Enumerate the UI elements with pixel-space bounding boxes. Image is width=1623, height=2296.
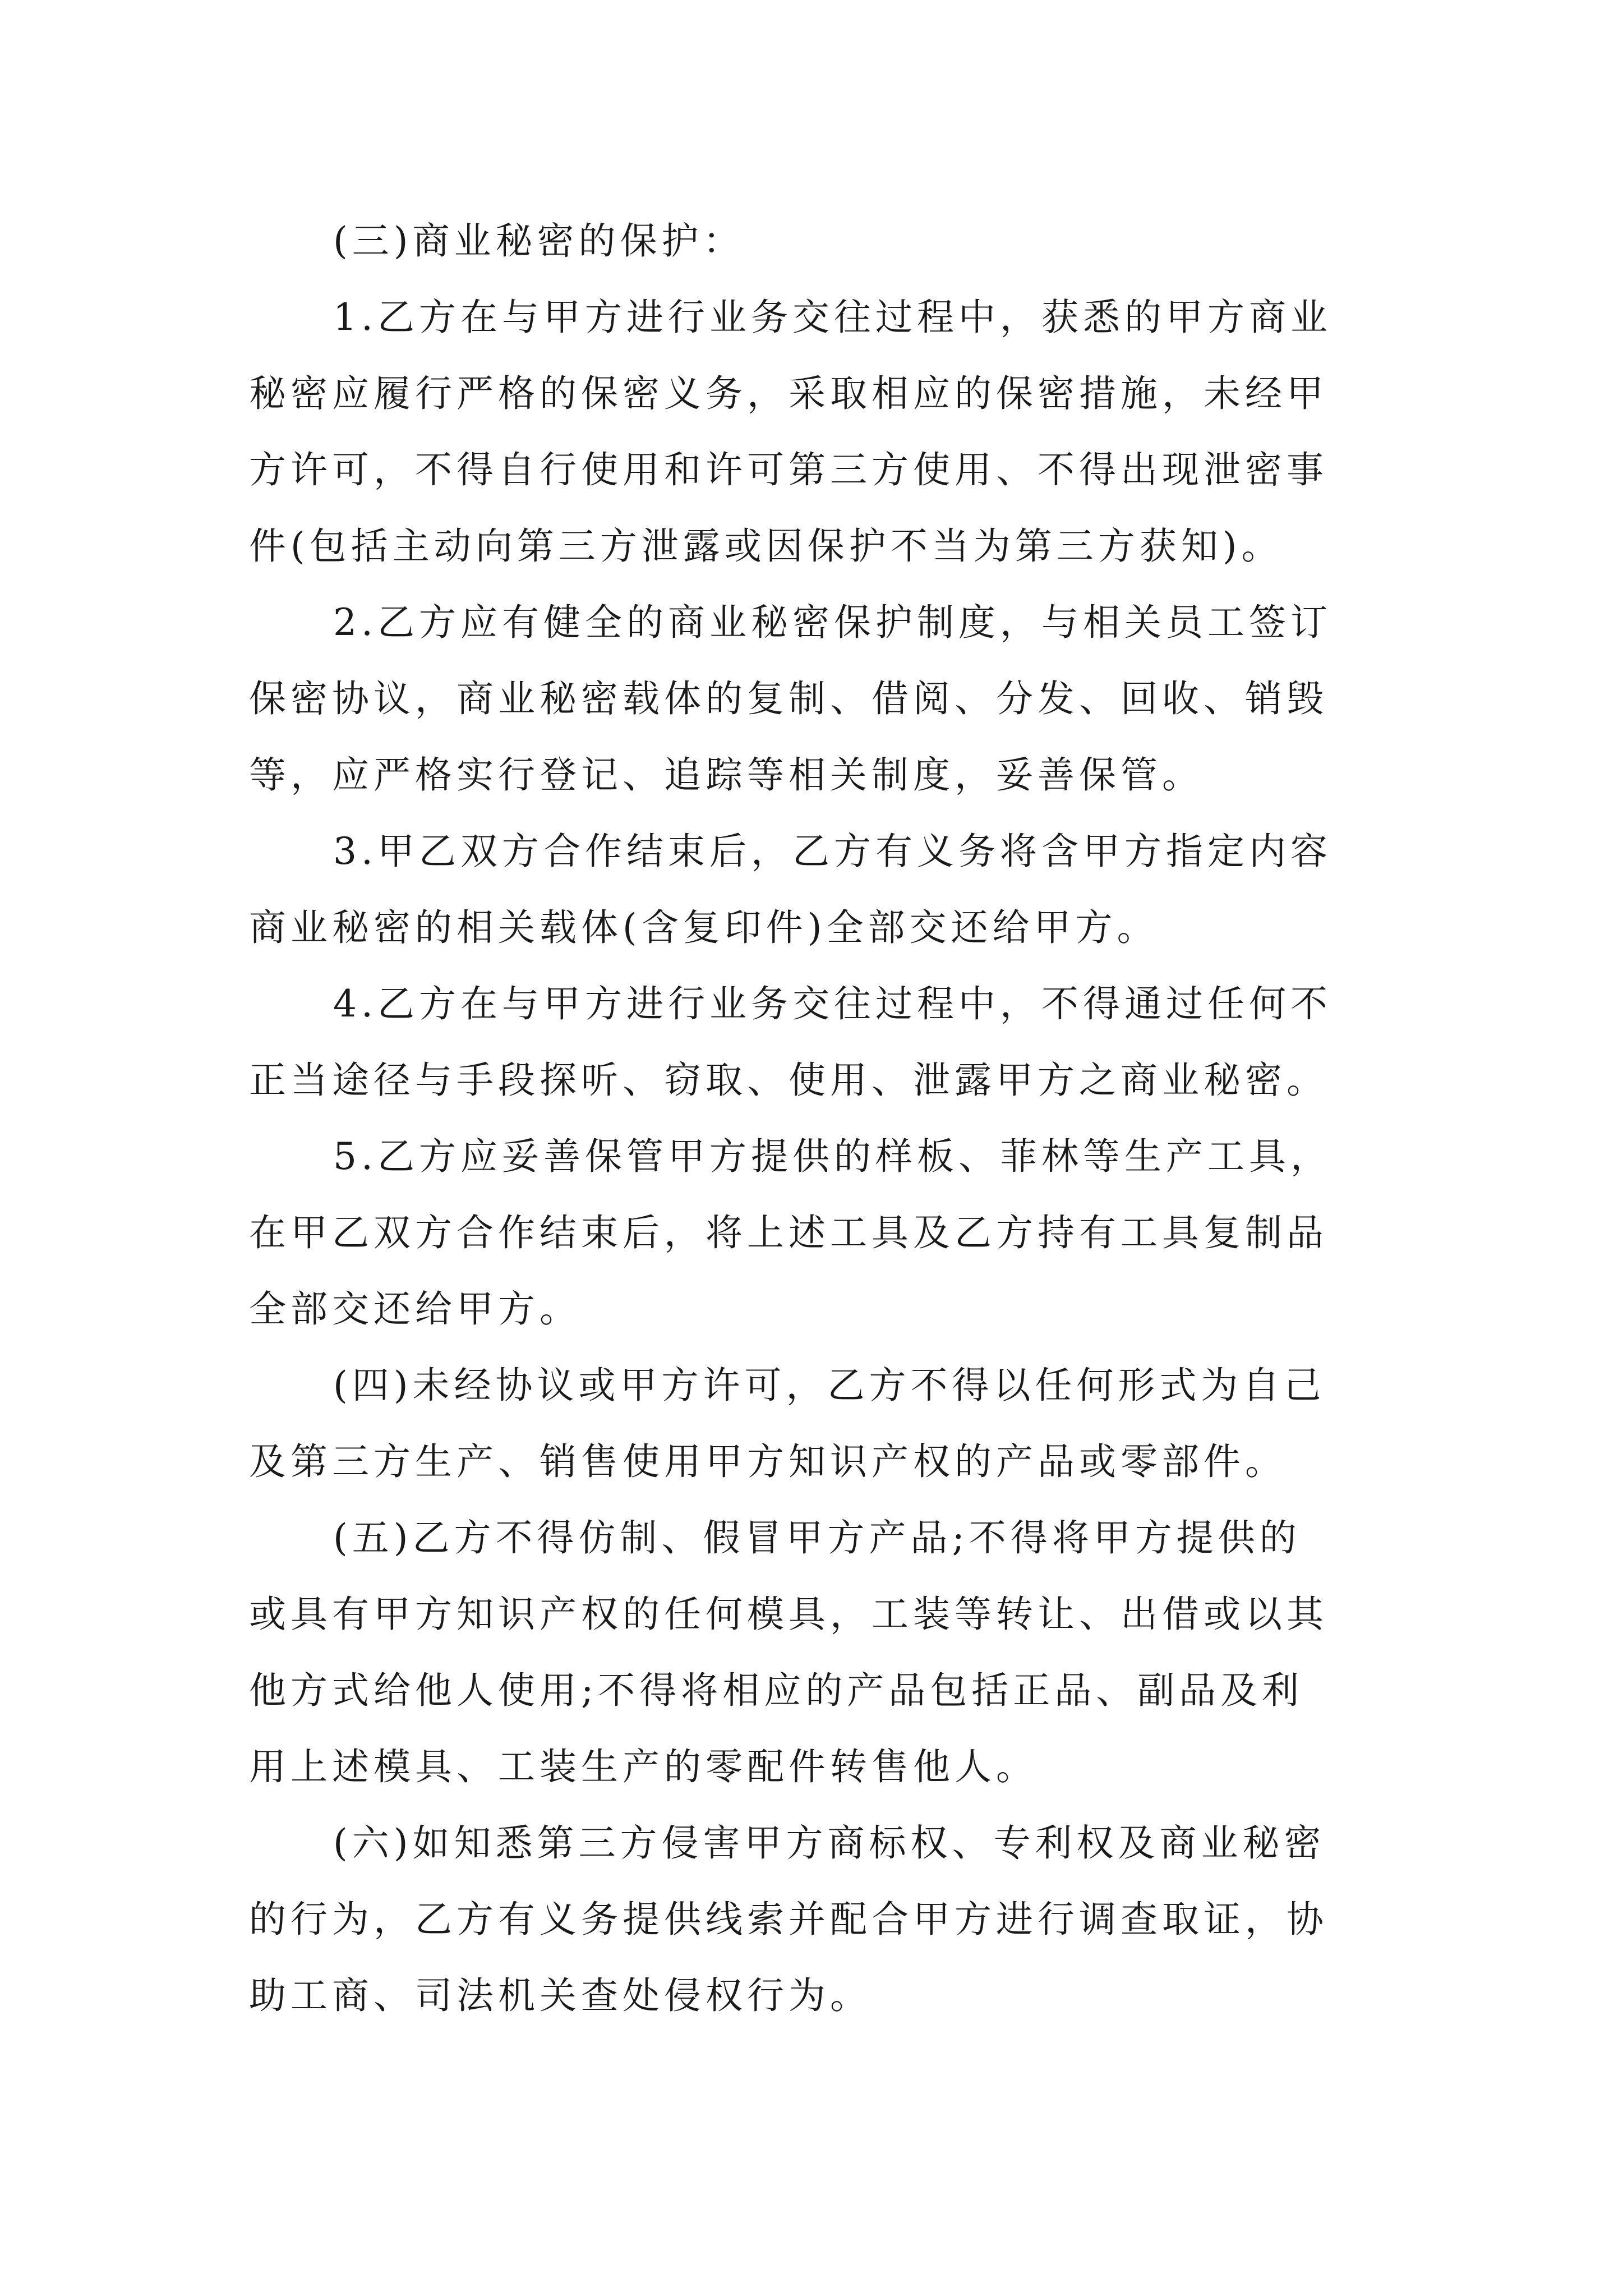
paragraph-line: 4.乙方在与甲方进行业务交往过程中，不得通过任何不 — [333, 982, 1332, 1025]
paragraph-line: 的行为，乙方有义务提供线索并配合甲方进行调查取证，协 — [249, 1898, 1328, 1941]
paragraph-line: 方许可，不得自行使用和许可第三方使用、不得出现泄密事 — [249, 448, 1328, 491]
paragraph-line: 助工商、司法机关查处侵权行为。 — [249, 1974, 872, 2017]
paragraph-line: 1.乙方在与甲方进行业务交往过程中，获悉的甲方商业 — [333, 296, 1332, 339]
paragraph-line: (四)未经协议或甲方许可，乙方不得以任何形式为自己 — [333, 1364, 1326, 1407]
paragraph-line: 及第三方生产、销售使用甲方知识产权的产品或零部件。 — [249, 1440, 1287, 1483]
paragraph-line: (三)商业秘密的保护： — [333, 219, 745, 263]
paragraph-line: 商业秘密的相关载体(含复印件)全部交还给甲方。 — [249, 906, 1159, 949]
paragraph-line: 在甲乙双方合作结束后，将上述工具及乙方持有工具复制品 — [249, 1211, 1328, 1254]
paragraph-line: 或具有甲方知识产权的任何模具，工装等转让、出借或以其 — [249, 1593, 1328, 1636]
paragraph-line: 保密协议，商业秘密载体的复制、借阅、分发、回收、销毁 — [249, 677, 1328, 720]
paragraph-line: 全部交还给甲方。 — [249, 1287, 581, 1331]
paragraph-line: 2.乙方应有健全的商业秘密保护制度，与相关员工签订 — [333, 601, 1332, 644]
paragraph-line: 用上述模具、工装生产的零配件转售他人。 — [249, 1745, 1038, 1788]
paragraph-line: (六)如知悉第三方侵害甲方商标权、专利权及商业秘密 — [333, 1821, 1326, 1865]
paragraph-line: 正当途径与手段探听、窃取、使用、泄露甲方之商业秘密。 — [249, 1059, 1328, 1102]
paragraph-line: 5.乙方应妥善保管甲方提供的样板、菲林等生产工具， — [333, 1135, 1332, 1178]
paragraph-line: (五)乙方不得仿制、假冒甲方产品;不得将甲方提供的 — [333, 1516, 1301, 1559]
paragraph-line: 3.甲乙双方合作结束后，乙方有义务将含甲方指定内容 — [333, 830, 1332, 873]
paragraph-line: 等，应严格实行登记、追踪等相关制度，妥善保管。 — [249, 753, 1204, 797]
paragraph-line: 件(包括主动向第三方泄露或因保护不当为第三方获知)。 — [249, 524, 1283, 568]
paragraph-line: 他方式给他人使用;不得将相应的产品包括正品、副品及利 — [249, 1669, 1304, 1712]
paragraph-line: 秘密应履行严格的保密义务，采取相应的保密措施，未经甲 — [249, 372, 1328, 415]
